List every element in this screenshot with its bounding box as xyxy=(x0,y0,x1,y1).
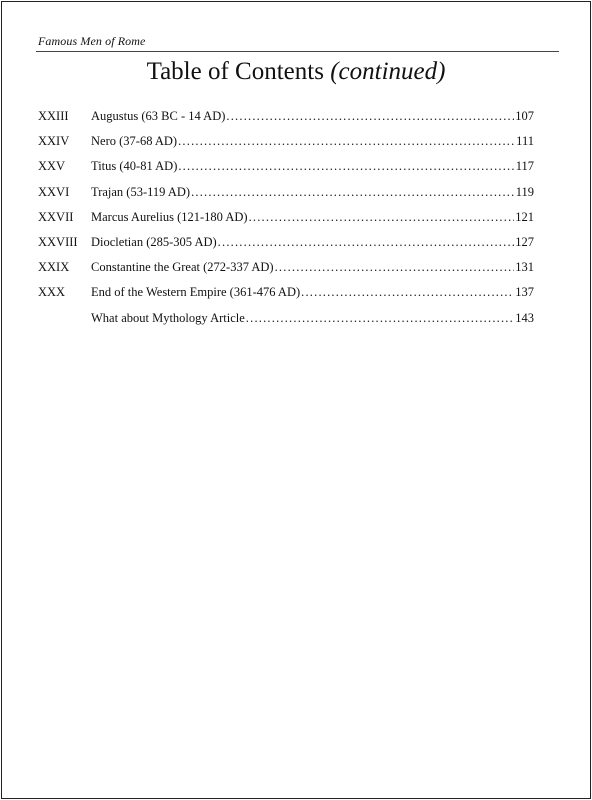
dot-leader xyxy=(178,156,514,176)
toc-entry-titus[interactable] xyxy=(38,156,534,181)
toc-entry-constantine[interactable] xyxy=(38,257,534,282)
chapter-title: Augustus (63 BC - 14 AD) xyxy=(91,109,226,123)
dot-leader xyxy=(301,282,514,302)
page-number: 131 xyxy=(515,260,534,275)
toc-entry-mythology-article[interactable] xyxy=(38,308,534,333)
chapter-title: Nero (37-68 AD) xyxy=(91,134,178,149)
chapter-title: Trajan (53-119 AD) xyxy=(91,184,191,199)
chapter-title: What about Mythology Article xyxy=(91,310,245,325)
header-rule xyxy=(36,51,559,52)
page-number: 107 xyxy=(515,109,534,123)
toc-entry-augustus[interactable] xyxy=(38,106,534,131)
chapter-number: XXVII xyxy=(38,209,74,224)
chapter-number: XXX xyxy=(38,285,66,300)
dot-leader xyxy=(191,182,515,202)
dot-leader xyxy=(249,207,515,227)
chapter-number: XXVIII xyxy=(38,234,78,249)
chapter-number: XXV xyxy=(38,159,66,174)
dot-leader xyxy=(218,232,515,252)
toc-list xyxy=(38,106,534,333)
dot-leader xyxy=(178,131,515,151)
chapter-title: End of the Western Empire (361-476 AD) xyxy=(91,285,301,300)
dot-leader xyxy=(275,257,515,277)
page-number: 121 xyxy=(515,209,534,224)
page-number: 143 xyxy=(515,310,534,325)
toc-entry-western-empire[interactable] xyxy=(38,282,534,307)
title-continued: (continued) xyxy=(330,58,446,85)
chapter-number: XXIII xyxy=(38,109,69,123)
title-main: Table of Contents xyxy=(146,58,324,85)
chapter-number: XXIV xyxy=(38,134,70,149)
toc-entry-diocletian[interactable] xyxy=(38,232,534,257)
chapter-title: Titus (40-81 AD) xyxy=(91,159,178,174)
chapter-title: Diocletian (285-305 AD) xyxy=(91,234,217,249)
page-number: 137 xyxy=(515,285,534,300)
dot-leader xyxy=(246,308,514,328)
page-number: 127 xyxy=(515,234,534,249)
toc-entry-marcus-aurelius[interactable] xyxy=(38,207,534,232)
chapter-number: XXVI xyxy=(38,184,70,199)
page-number: 119 xyxy=(515,184,534,199)
toc-entry-nero[interactable] xyxy=(38,131,534,156)
chapter-title: Marcus Aurelius (121-180 AD) xyxy=(91,209,248,224)
page-number: 111 xyxy=(516,134,534,149)
chapter-number: XXIX xyxy=(38,260,70,275)
running-head: Famous Men of Rome xyxy=(38,34,146,48)
page-title xyxy=(0,58,592,86)
page-number: 117 xyxy=(515,159,534,174)
dot-leader xyxy=(226,106,514,126)
chapter-title: Constantine the Great (272-337 AD) xyxy=(91,260,274,275)
toc-entry-trajan[interactable] xyxy=(38,182,534,207)
